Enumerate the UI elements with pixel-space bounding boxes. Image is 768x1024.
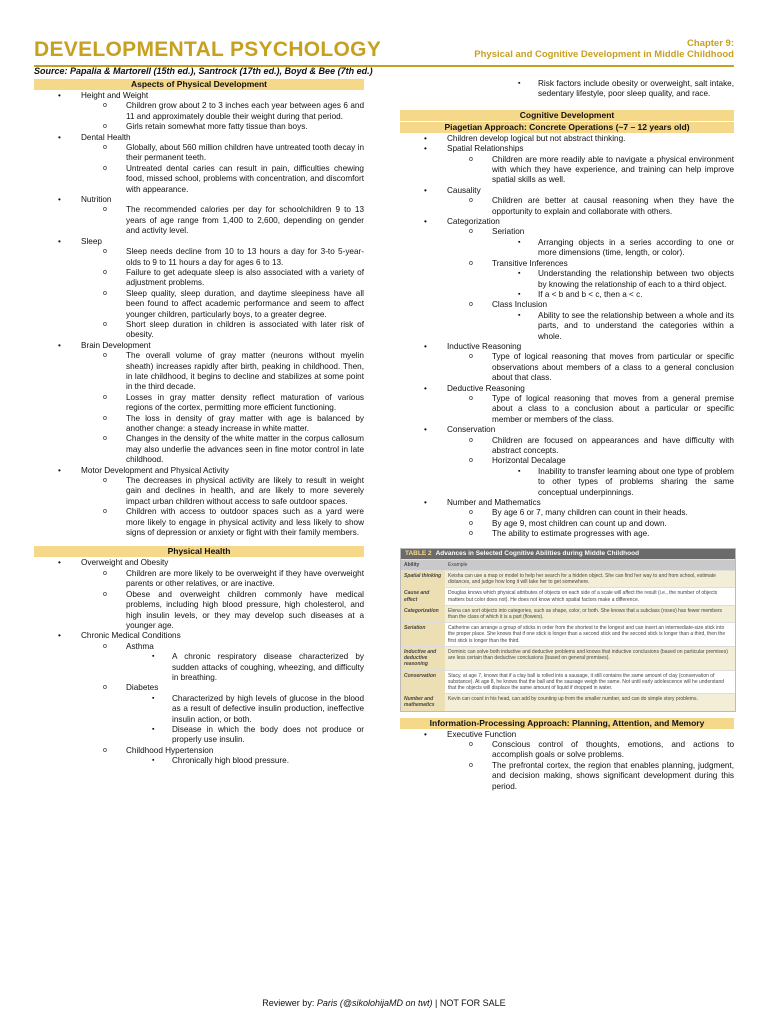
list-item-text: Motor Development and Physical Activity bbox=[81, 465, 229, 475]
list-item-text: Categorization bbox=[447, 217, 500, 227]
bullet-glyph: o bbox=[103, 102, 107, 110]
list-item bbox=[34, 351, 364, 393]
list-item bbox=[34, 133, 364, 143]
bullet-glyph: o bbox=[103, 123, 107, 131]
list-item-text: Sleep needs decline from 10 to 13 hours a day for 3-to 5-year-olds to 9 to 11 hours a day for ages 6 to 13. bbox=[126, 247, 364, 267]
list-item bbox=[34, 164, 364, 195]
bullet-glyph: o bbox=[103, 435, 107, 443]
bullet-glyph: ▪ bbox=[518, 311, 521, 319]
list-item bbox=[34, 756, 364, 766]
bullet-glyph: o bbox=[103, 569, 107, 577]
list-item-text: Horizontal Decalage bbox=[492, 456, 566, 466]
list-item bbox=[400, 144, 734, 154]
list-item bbox=[34, 476, 364, 507]
bullet-glyph: • bbox=[424, 217, 427, 227]
bullet-glyph: • bbox=[424, 341, 427, 351]
list-item-text: Children are better at causal reasoning when they have the opportunity to explain and collaborate with others. bbox=[492, 196, 734, 216]
bullet-glyph: o bbox=[469, 519, 473, 527]
list-item-text: Overweight and Obesity bbox=[81, 558, 169, 568]
list-item bbox=[34, 101, 364, 122]
list-item-text: Number and Mathematics bbox=[447, 498, 541, 508]
bullet-glyph: • bbox=[424, 144, 427, 154]
list-item bbox=[400, 436, 734, 457]
table-row bbox=[401, 587, 735, 604]
bullet-glyph: ▪ bbox=[152, 694, 155, 702]
info-processing-heading: Information-Processing Approach: Planning, Attention, and Memory bbox=[400, 718, 734, 729]
table-body bbox=[401, 570, 735, 710]
list-item bbox=[400, 519, 734, 529]
list-item-text: Causality bbox=[447, 185, 481, 195]
list-item bbox=[34, 237, 364, 247]
table-caption: Advances in Selected Cognitive Abilities during Middle Childhood bbox=[435, 549, 640, 557]
page-header bbox=[34, 38, 734, 66]
bullet-glyph: o bbox=[103, 508, 107, 516]
left-outline bbox=[34, 91, 364, 767]
list-item bbox=[400, 467, 734, 498]
list-item bbox=[34, 247, 364, 268]
list-item-text: By age 9, most children can count up and down. bbox=[492, 518, 667, 528]
bullet-glyph: o bbox=[103, 352, 107, 360]
bullet-glyph: ▪ bbox=[152, 725, 155, 733]
list-item-text: If a < b and b < c, then a < c. bbox=[538, 289, 643, 299]
table-cell-ability: Cause and effect bbox=[401, 588, 445, 604]
list-item-text: Chronically high blood pressure. bbox=[172, 756, 289, 766]
aspects-heading: Aspects of Physical Development bbox=[34, 79, 364, 90]
list-item-text: Failure to get adequate sleep is also associated with a variety of adjustment problems. bbox=[126, 267, 364, 288]
list-item bbox=[400, 740, 734, 761]
table-cell-example: Catherine can arrange a group of sticks in order from the shortest to the longest and can insert an intermediate-size stick into the proper place. She knows that if one stick is longer than a second stick and the second stick is longer than a third, then the first stick is longer than the third. bbox=[448, 625, 726, 644]
list-item-text: Conscious control of thoughts, emotions, and actions to accomplish goals or solve problems. bbox=[492, 739, 734, 760]
list-item bbox=[34, 507, 364, 538]
list-item-text: Untreated dental caries can result in pain, difficulties chewing food, missed school, problems with concentration, and discomfort with appearance. bbox=[126, 163, 364, 194]
list-item-text: The loss in density of gray matter with age is balanced by another change: a steady increase in white matter. bbox=[126, 413, 364, 433]
list-item bbox=[400, 238, 734, 259]
list-item-text: Changes in the density of the white matter in the corpus callosum may also underlie the advances seen in fine motor control in late childhood. bbox=[126, 434, 364, 465]
bullet-glyph: o bbox=[469, 761, 473, 769]
bullet-glyph: • bbox=[58, 558, 61, 568]
list-item bbox=[400, 425, 734, 435]
table-title bbox=[401, 549, 735, 559]
bullet-glyph: ▪ bbox=[518, 290, 521, 298]
list-item bbox=[34, 320, 364, 341]
right-outline-top bbox=[400, 79, 734, 100]
list-item bbox=[34, 631, 364, 641]
list-item-text: The decreases in physical activity are likely to result in weight gain and declines in health, and are likely to more severely impact urban children without access to safe outdoor spaces. bbox=[126, 476, 364, 506]
bullet-glyph: • bbox=[424, 383, 427, 393]
list-item bbox=[400, 79, 734, 100]
bullet-glyph: o bbox=[469, 740, 473, 748]
list-item-text: Chronic Medical Conditions bbox=[81, 631, 181, 641]
list-item-text: Children are focused on appearances and have difficulty with abstract concepts. bbox=[492, 435, 734, 455]
left-column bbox=[34, 79, 364, 767]
table-cell-ability: Conservation bbox=[401, 671, 445, 694]
bullet-glyph: • bbox=[58, 340, 61, 350]
list-item-text: Obese and overweight children commonly have medical problems, including high blood pressure, high cholesterol, and high insulin levels, or they may develop such diseases at a younger age. bbox=[126, 589, 364, 630]
cognitive-heading: Cognitive Development bbox=[400, 110, 734, 121]
list-item bbox=[34, 91, 364, 101]
bullet-glyph: o bbox=[103, 144, 107, 152]
list-item bbox=[400, 384, 734, 394]
bullet-glyph: o bbox=[103, 248, 107, 256]
bullet-glyph: o bbox=[469, 436, 473, 444]
list-item bbox=[34, 694, 364, 725]
list-item bbox=[400, 394, 734, 425]
right-outline-bottom bbox=[400, 730, 734, 792]
list-item bbox=[34, 652, 364, 683]
footer bbox=[0, 998, 768, 1008]
list-item-text: Characterized by high levels of glucose in the blood as a result of defective insulin production, ineffective insulin action, or both. bbox=[172, 693, 364, 724]
source-line: Source: Papalia & Martorell (15th ed.), Santrock (17th ed.), Boyd & Bee (7th ed.) bbox=[34, 66, 373, 76]
bullet-glyph: o bbox=[469, 530, 473, 538]
physical-health-heading: Physical Health bbox=[34, 546, 364, 557]
list-item bbox=[34, 289, 364, 320]
table-header-ability: Ability bbox=[401, 560, 445, 570]
list-item bbox=[400, 456, 734, 466]
list-item-text: Nutrition bbox=[81, 195, 112, 205]
table-row bbox=[401, 693, 735, 710]
list-item bbox=[400, 155, 734, 186]
bullet-glyph: o bbox=[103, 477, 107, 485]
bullet-glyph: ▪ bbox=[518, 238, 521, 246]
list-item-text: Children with access to outdoor spaces such as a yard were more likely to engage in physical activity and less likely to show signs of depression or anxiety or fight with their family members. bbox=[126, 507, 364, 538]
list-item bbox=[400, 508, 734, 518]
list-item-text: Children are more readily able to navigate a physical environment with which they have experience, and training can help improve spatial skills as well. bbox=[492, 154, 734, 185]
bullet-glyph: • bbox=[424, 498, 427, 508]
bullet-glyph: • bbox=[58, 132, 61, 142]
list-item-text: Spatial Relationships bbox=[447, 144, 524, 154]
list-item-text: Sleep bbox=[81, 236, 102, 246]
table-cell-example: Kevin can count in his head, can add by counting up from the smaller number, and can do simple story problems. bbox=[445, 694, 735, 710]
footer-author: Paris (@sikolohijaMD on twt) bbox=[316, 998, 433, 1008]
list-item bbox=[34, 341, 364, 351]
list-item-text: Ability to see the relationship between a whole and its parts, and to understand the categories within a whole. bbox=[538, 310, 734, 341]
list-item-text: The ability to estimate progresses with age. bbox=[492, 529, 650, 539]
bullet-glyph: o bbox=[469, 301, 473, 309]
list-item-text: Inductive Reasoning bbox=[447, 341, 522, 351]
chapter-title: Physical and Cognitive Development in Middle Childhood bbox=[474, 49, 734, 60]
abilities-table bbox=[400, 548, 736, 712]
list-item bbox=[34, 642, 364, 652]
list-item bbox=[400, 196, 734, 217]
bullet-glyph: ▪ bbox=[518, 80, 521, 87]
bullet-glyph: ▪ bbox=[518, 270, 521, 278]
bullet-glyph: o bbox=[103, 206, 107, 214]
list-item bbox=[400, 269, 734, 290]
bullet-glyph: • bbox=[424, 729, 427, 739]
table-cell-example: Keisha can use a map or model to help her search for a hidden object. She can find her way to and from school, estimate distances, and judge how long it will take her to get somewhere. bbox=[445, 571, 735, 587]
table-header-row bbox=[401, 559, 735, 570]
bullet-glyph: ▪ bbox=[518, 467, 521, 475]
list-item-text: Globally, about 560 million children have untreated tooth decay in their permanent teeth. bbox=[126, 143, 364, 163]
bullet-glyph: o bbox=[469, 228, 473, 236]
list-item-text: Arranging objects in a series according to one or more dimensions (time, length, or color). bbox=[538, 237, 734, 258]
table-header-example: Example bbox=[445, 560, 735, 570]
section-gap bbox=[34, 538, 364, 546]
bullet-glyph: • bbox=[58, 631, 61, 641]
list-item-text: By age 6 or 7, many children can count in their heads. bbox=[492, 508, 688, 518]
footer-prefix: Reviewer by: bbox=[262, 998, 317, 1008]
list-item-text: Inability to transfer learning about one type of problem to other types of problems sharing the same conceptual underpinnings. bbox=[538, 466, 734, 497]
list-item-text: Sleep quality, sleep duration, and daytime sleepiness have all been found to affect academic performance and seem to affect younger children, particularly boys, to a greater degree. bbox=[126, 288, 364, 319]
list-item bbox=[400, 217, 734, 227]
list-item-text: Seriation bbox=[492, 227, 525, 237]
list-item-text: Asthma bbox=[126, 641, 154, 651]
list-item-text: Deductive Reasoning bbox=[447, 383, 525, 393]
bullet-glyph: o bbox=[103, 746, 107, 754]
right-column bbox=[400, 79, 734, 792]
list-item-text: Children are more likely to be overweight if they have overweight parents or other relatives, or are inactive. bbox=[126, 568, 364, 589]
list-item-text: Disease in which the body does not produce or properly use insulin. bbox=[172, 724, 364, 745]
list-item-text: Executive Function bbox=[447, 729, 517, 739]
chapter-number: Chapter 9: bbox=[687, 38, 734, 49]
table-cell-example: Douglas knows which physical attributes of objects on each side of a scale will affect the result (i.e., the number of objects matters but color does not). He does not know which spatial factors make a difference. bbox=[448, 590, 718, 603]
list-item-text: Children grow about 2 to 3 inches each year between ages 6 and 11 and approximately double their weight during that period. bbox=[126, 101, 364, 121]
piaget-heading: Piagetian Approach: Concrete Operations (~7 – 12 years old) bbox=[400, 122, 734, 133]
bullet-glyph: o bbox=[469, 155, 473, 163]
bullet-glyph: o bbox=[469, 259, 473, 267]
list-item-text: Brain Development bbox=[81, 340, 151, 350]
list-item-text: A chronic respiratory disease characterized by sudden attacks of coughing, wheezing, and difficulty in breathing. bbox=[172, 652, 364, 682]
list-item bbox=[34, 434, 364, 465]
list-item bbox=[34, 558, 364, 568]
list-item bbox=[34, 205, 364, 236]
list-item-text: Height and Weight bbox=[81, 91, 149, 100]
bullet-glyph: ▪ bbox=[152, 757, 155, 765]
list-item-text: The prefrontal cortex, the region that enables planning, judgment, and decision making, shows significant development during this period. bbox=[492, 760, 734, 791]
list-item-text: Children develop logical but not abstract thinking. bbox=[447, 133, 626, 143]
list-item bbox=[400, 290, 734, 300]
bullet-glyph: o bbox=[103, 164, 107, 172]
list-item-text: Transitive Inferences bbox=[492, 258, 568, 268]
list-item bbox=[400, 352, 734, 383]
bullet-glyph: • bbox=[424, 425, 427, 435]
list-item bbox=[400, 134, 734, 144]
list-item bbox=[34, 466, 364, 476]
bullet-glyph: o bbox=[103, 590, 107, 598]
list-item bbox=[34, 393, 364, 414]
list-item bbox=[34, 569, 364, 590]
table-row bbox=[401, 646, 735, 670]
list-item-text: Type of logical reasoning that moves from a general premise about a class to a conclusion about a particular or specific member or members of the class. bbox=[492, 393, 734, 424]
bullet-glyph: o bbox=[103, 393, 107, 401]
table-cell-example: Elena can sort objects into categories, such as shape, color, or both. She knows that a subclass (roses) has fewer members than the class of which it is a part (flowers). bbox=[445, 606, 735, 622]
table-row bbox=[401, 605, 735, 622]
table-cell-example: Dominic can solve both inductive and deductive problems and knows that inductive conclusions (based on particular premises) are less certain than deductive conclusions (based on general premises). bbox=[445, 647, 735, 670]
bullet-glyph: o bbox=[103, 684, 107, 692]
list-item bbox=[34, 590, 364, 632]
bullet-glyph: o bbox=[469, 197, 473, 205]
bullet-glyph: o bbox=[103, 289, 107, 297]
list-item bbox=[34, 195, 364, 205]
bullet-glyph: o bbox=[103, 414, 107, 422]
list-item bbox=[400, 259, 734, 269]
list-item-text: Risk factors include obesity or overweight, salt intake, sedentary lifestyle, poor sleep quality, and race. bbox=[538, 79, 734, 99]
list-item-text: The overall volume of gray matter (neurons without myelin sheath) increases rapidly after birth, peaking in childhood. Then, in late childhood, it begins to decline and stabilizes at some point in the third decade. bbox=[126, 351, 364, 392]
list-item bbox=[400, 227, 734, 237]
chapter-heading bbox=[474, 38, 734, 60]
list-item bbox=[400, 498, 734, 508]
list-item bbox=[34, 143, 364, 164]
table-row bbox=[401, 670, 735, 694]
table-cell-ability: Categorization bbox=[401, 606, 445, 622]
bullet-glyph: o bbox=[469, 353, 473, 361]
list-item bbox=[34, 414, 364, 435]
table-label: TABLE 2 bbox=[405, 549, 432, 557]
bullet-glyph: ▪ bbox=[152, 653, 155, 661]
list-item-text: Understanding the relationship between two objects by knowing the relationship of each to a third object. bbox=[538, 269, 734, 289]
table-cell-ability: Inductive and deductive reasoning bbox=[401, 647, 445, 670]
bullet-glyph: • bbox=[58, 465, 61, 475]
list-item-text: Girls retain somewhat more fatty tissue than boys. bbox=[126, 122, 308, 132]
list-item-text: Losses in gray matter density reflect maturation of various regions of the cortex, permitting more efficient functioning. bbox=[126, 392, 364, 413]
table-cell-ability: Spatial thinking bbox=[401, 571, 445, 587]
table-cell-example: Stacy, at age 7, knows that if a clay ball is rolled into a sausage, it still contains the same amount of clay (conservation of substance). At age 8, he knows that the ball and the sausage weigh the same. Not until early adolescence will he understand that the objects will displace the same amount of liquid if dropped in water. bbox=[448, 672, 725, 691]
list-item bbox=[34, 683, 364, 693]
list-item bbox=[400, 300, 734, 310]
bullet-glyph: • bbox=[58, 91, 61, 100]
table-row bbox=[401, 622, 735, 646]
table-cell-ability: Seriation bbox=[401, 623, 445, 646]
list-item-text: Class Inclusion bbox=[492, 300, 548, 310]
list-item-text: Dental Health bbox=[81, 132, 131, 142]
list-item-text: Conservation bbox=[447, 425, 496, 435]
bullet-glyph: o bbox=[103, 268, 107, 276]
list-item bbox=[400, 730, 734, 740]
list-item-text: Diabetes bbox=[126, 683, 159, 693]
list-item bbox=[34, 122, 364, 132]
bullet-glyph: o bbox=[469, 457, 473, 465]
list-item bbox=[400, 311, 734, 342]
list-item bbox=[400, 529, 734, 539]
list-item bbox=[34, 725, 364, 746]
right-outline bbox=[400, 134, 734, 540]
list-item-text: The recommended calories per day for schoolchildren 9 to 13 years of age range from 1,400 to 2,600, depending on gender and activity level. bbox=[126, 205, 364, 236]
bullet-glyph: • bbox=[58, 236, 61, 246]
list-item bbox=[400, 761, 734, 792]
list-item bbox=[34, 746, 364, 756]
bullet-glyph: • bbox=[424, 133, 427, 143]
list-item-text: Type of logical reasoning that moves from particular or specific observations about members of a class to a general conclusion about that class. bbox=[492, 352, 734, 383]
list-item-text: Childhood Hypertension bbox=[126, 745, 214, 755]
list-item-text: Short sleep duration in children is associated with later risk of obesity. bbox=[126, 319, 364, 340]
list-item bbox=[400, 186, 734, 196]
bullet-glyph: o bbox=[469, 509, 473, 517]
footer-suffix: | NOT FOR SALE bbox=[432, 998, 506, 1008]
table-cell-ability: Number and mathematics bbox=[401, 694, 445, 710]
bullet-glyph: o bbox=[103, 320, 107, 328]
list-item bbox=[34, 268, 364, 289]
table-row bbox=[401, 570, 735, 587]
document-title: DEVELOPMENTAL PSYCHOLOGY bbox=[34, 38, 382, 61]
bullet-glyph: o bbox=[469, 394, 473, 402]
bullet-glyph: • bbox=[58, 195, 61, 205]
list-item bbox=[400, 342, 734, 352]
bullet-glyph: o bbox=[103, 642, 107, 650]
bullet-glyph: • bbox=[424, 185, 427, 195]
